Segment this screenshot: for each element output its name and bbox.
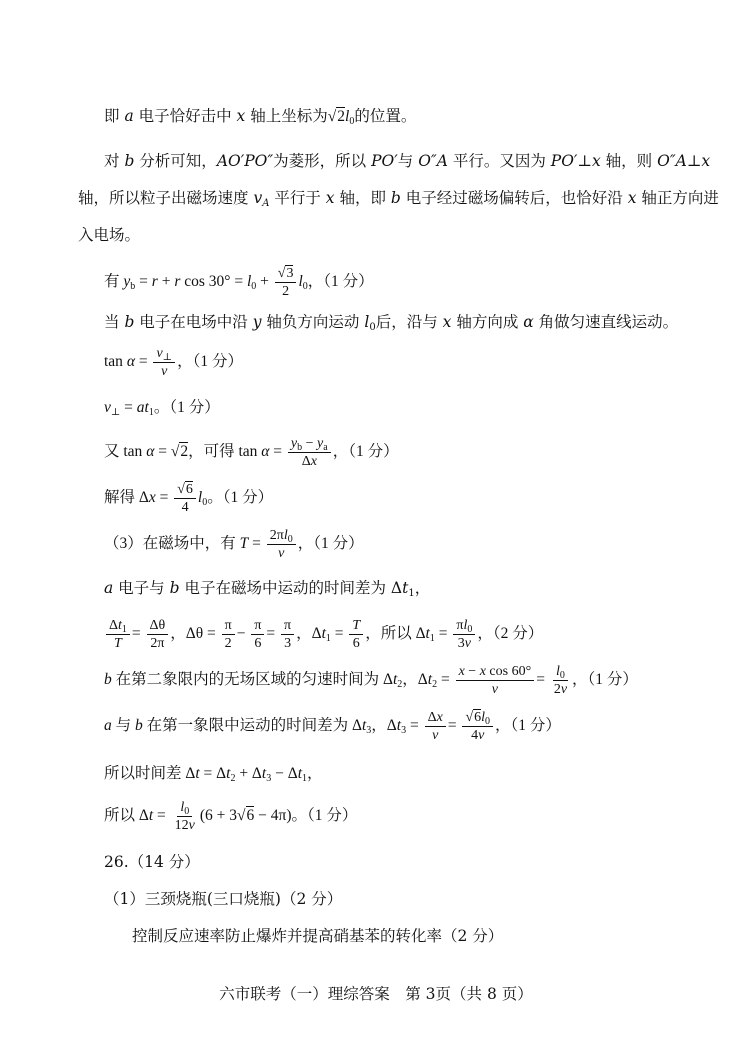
text-line: 控制反应速率防止爆炸并提高硝基苯的转化率（2 分） (132, 927, 504, 945)
page-footer: 六市联考（一）理综答案 第 3页（共 8 页） (219, 985, 533, 1003)
text-line: a 电子与 b 电子在磁场中运动的时间差为 $\Delta t_1$， (104, 579, 431, 599)
equation-line: 所以时间差 $\Delta t = \Delta t_2 + \Delta t_3 - \Delta t_1$， (104, 765, 323, 784)
equation-line: b 在第二象限内的无场区域的匀速时间为 $\Delta t_2$，$\Delta t_2$ = $\frac{\text{x − x cos 60°}}{v}$ = $\frac{l_0}{2v}$ ，（1 分） (104, 663, 638, 697)
text-line: 轴，所以粒子出磁场速度 $v_A$ 平行于 x 轴，即 b 电子经过磁场偏转后，也恰好沿 x 轴正方向进 (78, 189, 719, 209)
equation-line: 有 $y_b = r + r$ $\cos 30^\circ = l_0$ + $\frac{√3}{2}$ $l_0$，（1 分） (104, 265, 374, 299)
text-line: 即 a 电子恰好击中 x 轴上坐标为$√2l_0$的位置。 (104, 107, 417, 127)
text-line: 对 b 分析可知，AO′PO″为菱形，所以 PO′与 O″A 平行。又因为 PO′⊥x 轴，则 O″A⊥x (104, 152, 711, 170)
text-line: 当 b 电子在电场中沿 y 轴负方向运动 $l_0$后，沿与 x 轴方向成 α 角做匀速直线运动。 (104, 313, 679, 333)
equation-line: （3）在磁场中，有 T = $\frac{2\pi l_0}{v}$ ，（1 分） (104, 527, 364, 561)
equation-line: a 与 b 在第一象限中运动的时间差为 $\Delta t_3$，$\Delta t_3$ = $\frac{\Delta x}{v}$ = $\frac{√6l_0}{4v}$ ，（1 分） (104, 709, 561, 743)
equation-line: 所以 Δt = $\frac{l_0}{12v}$ (6 + 3√6 − 4π)。（1 分） (104, 799, 358, 833)
equation-line: $v_\perp = at_1$。（1 分） (104, 399, 220, 418)
equation-line: $\frac{\Delta t_1}{T}$ = $\frac{\Delta\theta}{2\pi}$ ，Δθ = $\frac{\pi}{2}$ − $\frac{\pi}{6}$ = $\frac{\pi}{3}$ ，$\Delta t_1$ = $\frac{T}{6}$ ，所以 $\Delta t_1$ = $\frac{\pi l_0}{3v}$ ，（2 分） (104, 614, 543, 654)
equation-line: 又 tan α = √2，可得 tan α = $\frac{y_b - y_a}{\Delta x}$ ，（1 分） (104, 435, 399, 469)
question-heading: 26.（14 分） (104, 853, 200, 871)
equation-line: tan α = $\frac{v_\perp}{v}$ ，（1 分） (104, 345, 243, 379)
text-line: 入电场。 (78, 226, 141, 244)
equation-line: 解得 Δx = $\frac{√6}{4}$ $l_0$。（1 分） (104, 481, 274, 515)
text-line: （1）三颈烧瓶(三口烧瓶)（2 分） (104, 890, 343, 908)
